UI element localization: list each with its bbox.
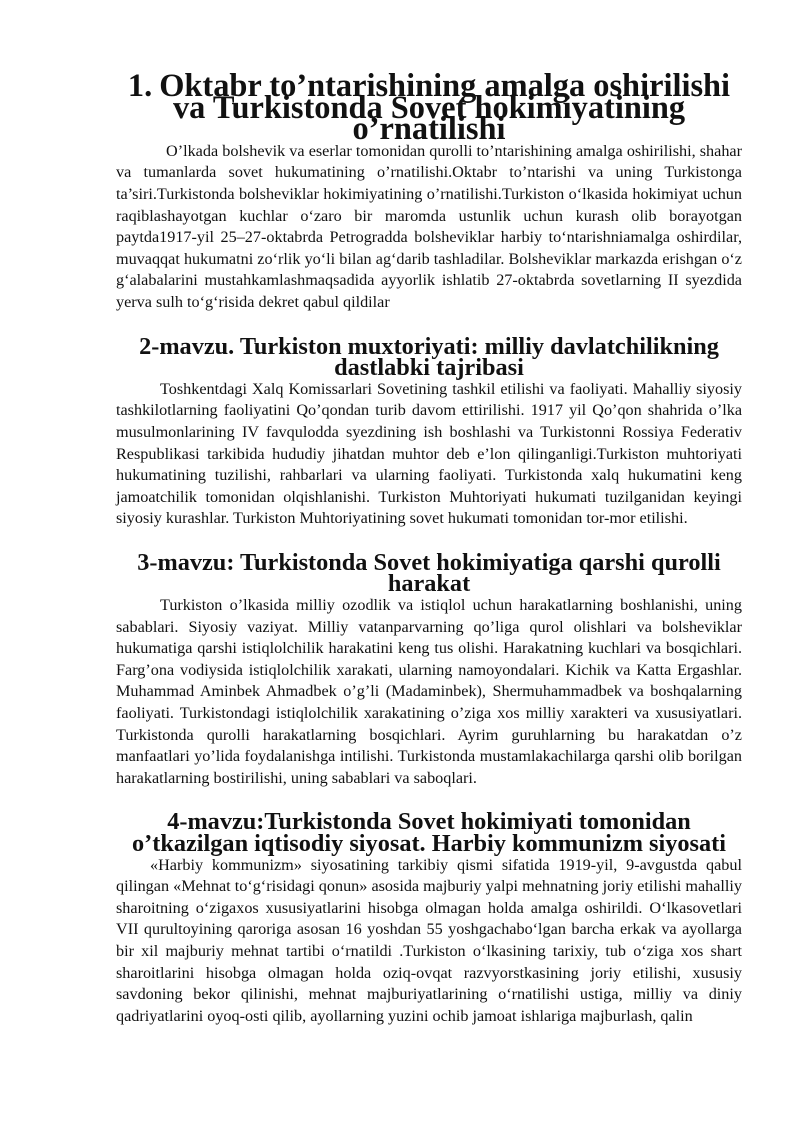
section-3-body: Turkiston o’lkasida milliy ozodlik va istiqlol uchun harakatlarning boshlanishi, uning sabablari. Siyosiy vaziyat. Milliy vatanparvarning qo’liga qurol olishlari va bolsheviklar hukumatiga qarshi istiqlolchilik harakatini keng tus olishi. Harakatning kuchlari va bosqichlari. Farg’ona vodiysida istiqlolchilik xarakati, ularning namoyondalari. Kichik va Katta Ergashlar. Muhammad Aminbek Ahmadbek o’g’li (Madaminbek), Shermuhammadbek va boshqalarning faoliyati. Turkistondagi istiqlolchilik xarakatining o’ziga xos milliy xarakteri va xususiyatlari. Turkistonda qurolli harakatlarning bosqichlari. Ayrim guruhlarning bu harakatdan o’z manfaatlari yo’lida foydalanishga intilishi. Turkistonda mustamlakachilarga qarshi olib borilgan harakatlarning bostirilishi, uning sabablari va saboqlari.	[116, 596, 742, 787]
section-1-title: Oktabr to’ntarishining amalga oshirilishi va Turkistonda Sovet hokimiyatining o’rnatilishi	[159, 68, 731, 148]
document-page	[116, 68, 742, 1027]
section-4-body: «Harbiy kommunizm» siyosatining tarkibiy qismi sifatida 1919-yil, 9-avgustda qabul qilingan «Mehnat to‘g‘risidagi qonun» asosida majburiy yalpi mehnatning joriy etilishi mahalliy sharoitning o‘zigaxos xususiyatlarini hisobga olmagan holda amalga oshirildi. O‘lkasovetlari VII qurultoyining qaroriga asosan 16 yoshdan 55 yoshgachabo‘lgan barcha erkak va ayollarga bir xil majburiy mehnat tartibi o‘rnatildi .Turkiston o‘lkasining tarixiy, tub o‘ziga xos shart sharoitlarini hisobga olmagan holda oziq-ovqat razvyorstkasining joriy etilishi, xususiy savdoning bekor qilinishi, mehnat majburiyatlarining o‘rnatilishi ustiga, milliy va diniy qadriyatlarini oyoq-osti qilib, ayollarning yuzini ochib jamoat ishlariga majburlash, qalin	[116, 855, 742, 1025]
section-2-heading: 2-mavzu. Turkiston muxtoriyati: milliy davlatchilikning dastlabki tajribasi	[139, 332, 719, 382]
section-2-body: Toshkentdagi Xalq Komissarlari Sovetining tashkil etilishi va faoliyati. Mahalliy siyosiy tashkilotlarning faoliyatini Qo’qondan turib davom ettirilishi. 1917 yil Qo’qon shahrida o’lka musulmonlarining IV favqulodda syezdining ish boshlashi va Turkistonni Rossiya Federativ Respublikasi tarkibida hududiy jihatdan muhtor deb e’lon qilinganligi.Turkiston muhtoriyati hukumatining tuzilishi, rahbarlari va ularning faoliyati. Turkistonda xalq hukumatini keng jamoatchilik tomonidan olqishlanishi. Turkiston Muhtoriyati hukumati tuzilganidan keyingi siyosiy kurashlar. Turkiston Muhtoriyatining sovet hukumati tomonidan tor-mor etilishi.	[116, 379, 742, 528]
section-4-heading: 4-mavzu:Turkistonda Sovet hokimiyati tomonidan o’tkazilgan iqtisodiy siyosat. Harbiy kommunizm siyosati	[132, 808, 726, 857]
section-1-number: 1.	[127, 68, 153, 104]
section-1-body: O’lkada bolshevik va eserlar tomonidan qurolli to’ntarishining amalga oshirilishi, shahar va tumanlarda sovet hukumatining o’rnatilishi.Oktabr to’ntarishi va uning Turkistonga ta’siri.Turkistonda bolsheviklar hokimiyatining o’rnatilishi.Turkiston o‘lkasida hokimiyat uchun raqiblashayotgan kuchlar o‘zaro bir maromda ustunlik uchun kurash olib borayotgan paytda1917-yil 25–27-oktabrda Petrogradda bolsheviklar harbiy to‘ntarishniamalga oshirdilar, muvaqqat hukumatni zo‘rlik yo‘li bilan ag‘darib tashladilar. Bolsheviklar markazda erishgan o‘z g‘alabalarini mustahkamlashmaqsadida ayyorlik ishlatib 27-oktabrda sovetlarning II syezdida yerva sulh to‘g‘risida dekret qabul qildilar	[116, 141, 742, 311]
section-1-heading	[116, 68, 742, 148]
section-3-heading: 3-mavzu: Turkistonda Sovet hokimiyatiga qarshi qurolli harakat	[137, 548, 721, 598]
